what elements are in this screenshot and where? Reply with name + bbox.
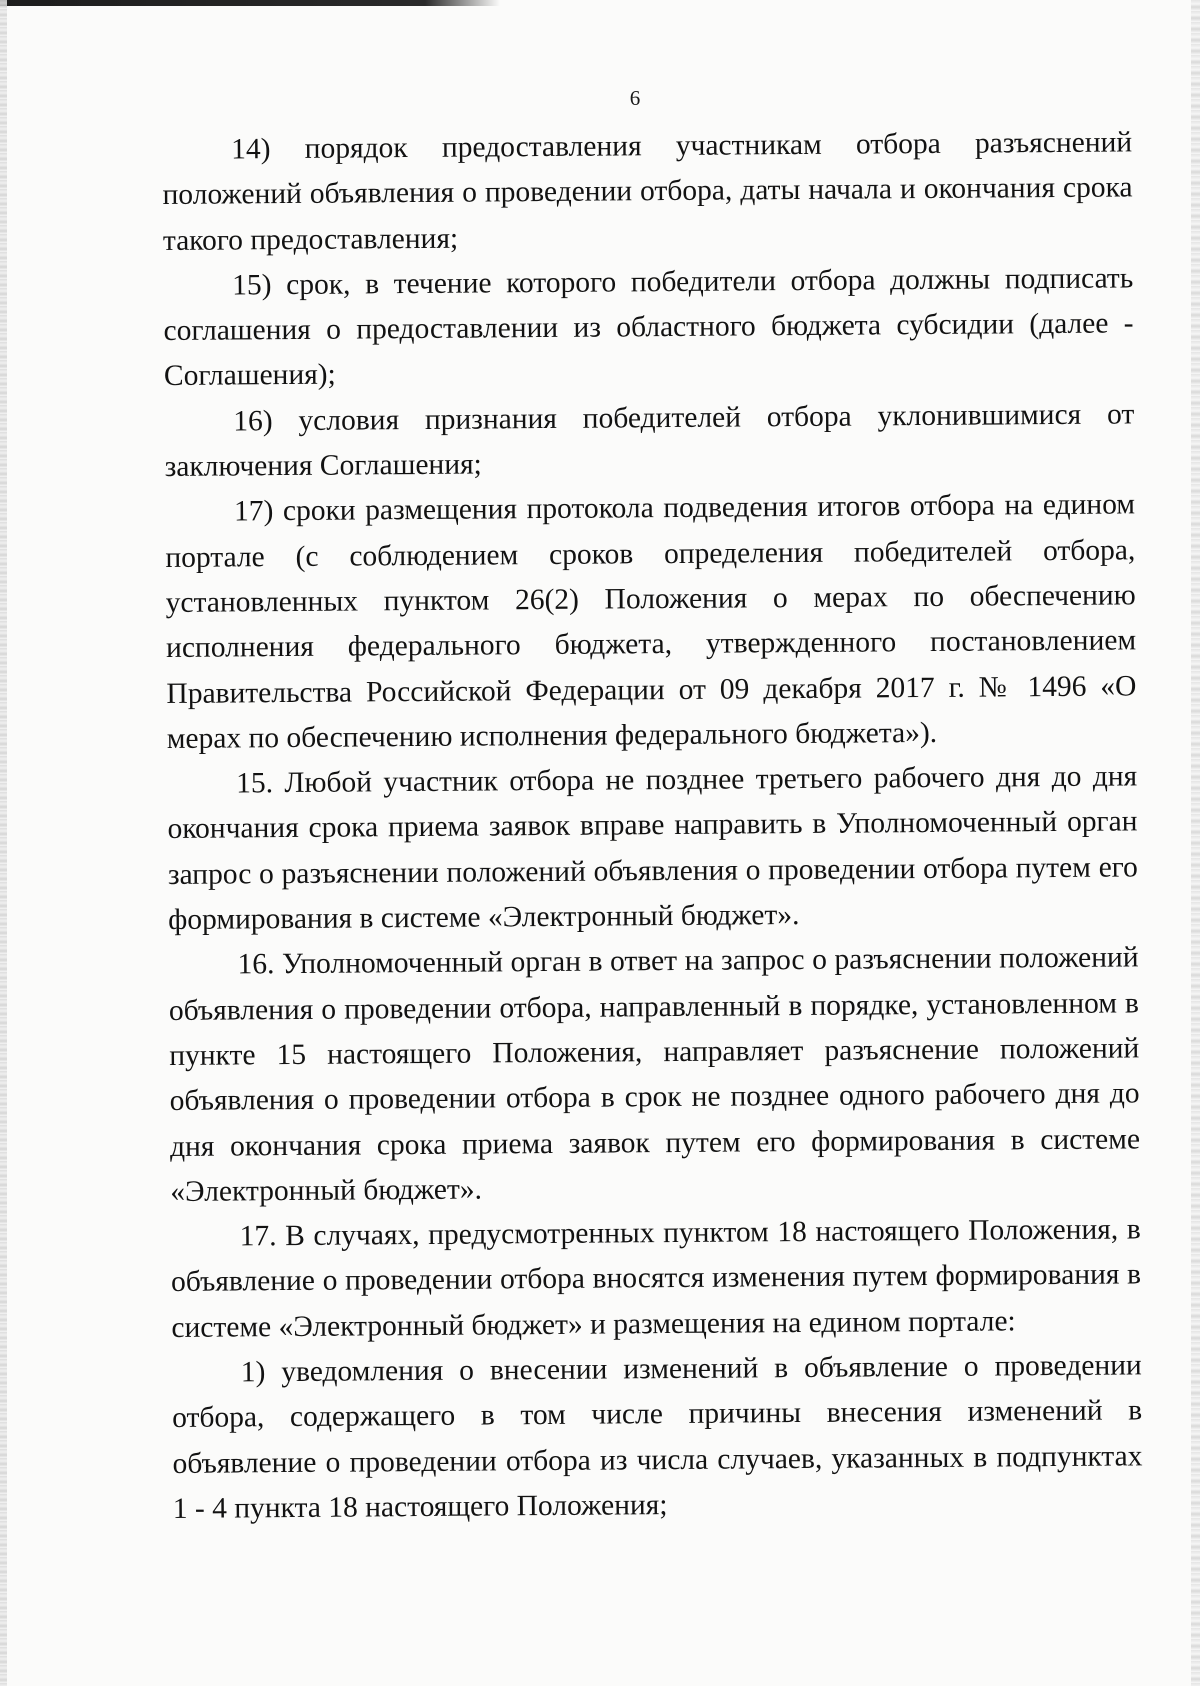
paragraph-subitem-1: 1) уведомления о внесении изменений в объявление о проведении отбора, содержащего в том числе причины внесения изменений в объявление о проведении отбора из числа случаев, указанных в подпунктах 1 - 4 пункта 18 настоящего Положения;	[172, 1349, 1143, 1525]
page-number: 6	[629, 86, 641, 110]
paragraph-item-15: 15) срок, в течение которого победители отбора должны подписать соглашения о предоставлении из областного бюджета субсидии (далее - Соглашения);	[163, 262, 1134, 393]
paragraph-clause-16: 16. Уполномоченный орган в ответ на запрос о разъяснении положений объявления о проведении отбора, направленный в порядке, установленном в пункте 15 настоящего Положения, направляет разъяснение положений объявления о проведении отбора в срок не позднее одного рабочего дня до дня окончания срока приема заявок путем его формирования в системе «Электронный бюджет».	[168, 941, 1141, 1208]
scan-border-top	[0, 0, 500, 6]
paragraph-clause-15: 15. Любой участник отбора не позднее третьего рабочего дня до дня окончания срока приема заявок вправе направить в Уполномоченный орган запрос о разъяснении положений объявления о проведении отбора путем его формирования в системе «Электронный бюджет».	[167, 760, 1138, 937]
scan-border-left	[0, 0, 7, 1686]
paragraph-item-14: 14) порядок предоставления участникам отбора разъяснений положений объявления о проведении отбора, даты начала и окончания срока такого предоставления;	[162, 126, 1133, 257]
document-body	[162, 120, 1143, 1532]
paragraph-item-17: 17) сроки размещения протокола подведения итогов отбора на едином портале (с соблюдением сроков определения победителей отбора, установленных пунктом 26(2) Положения о мерах по обеспечению исполнения федерального бюджета, утвержденного постановлением Правительства Российской Федерации от 09 декабря 2017 г. № 1496 «О мерах по обеспечению исполнения федерального бюджета»).	[165, 488, 1137, 755]
paragraph-clause-17: 17. В случаях, предусмотренных пунктом 18 настоящего Положения, в объявление о проведении отбора вносятся изменения путем формирования в системе «Электронный бюджет» и размещения на едином портале:	[170, 1213, 1142, 1344]
paragraph-item-16: 16) условия признания победителей отбора уклонившимися от заключения Соглашения;	[164, 398, 1135, 484]
scan-border-right	[1191, 0, 1200, 1686]
